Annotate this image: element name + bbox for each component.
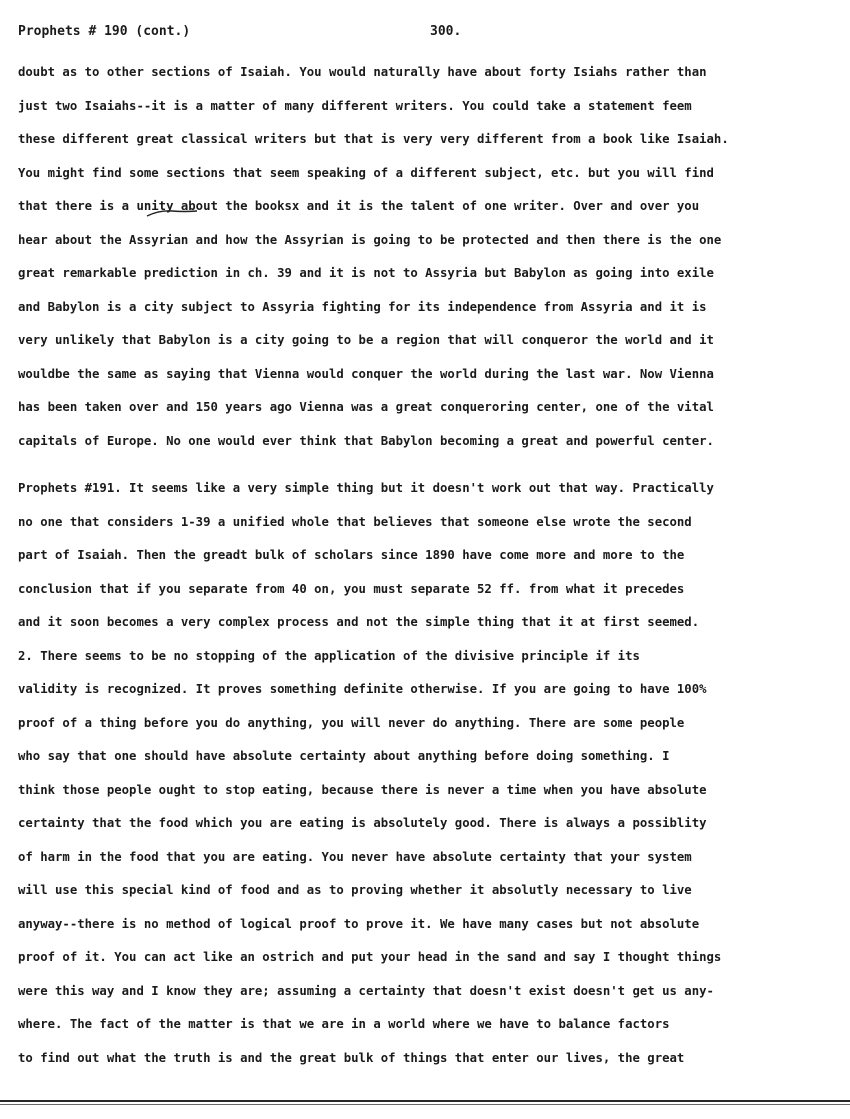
text-line: and Babylon is a city subject to Assyria fighting for its independence from Assyria and it is <box>18 299 707 314</box>
text-line: anyway--there is no method of logical proof to prove it. We have many cases but not absolute <box>18 916 700 931</box>
text-line: of harm in the food that you are eating. You never have absolute certainty that your system <box>18 849 692 864</box>
text-line: will use this special kind of food and as to proving whether it absolutly necessary to live <box>18 883 692 897</box>
document-body <box>18 56 838 1075</box>
paragraph-190-continued <box>18 56 838 458</box>
text-line: doubt as to other sections of Isaiah. You would naturally have about forty Isiahs rather than <box>18 65 707 79</box>
text-line: hear about the Assyrian and how the Assyrian is going to be protected and then there is the one <box>18 232 722 247</box>
text-line: no one that considers 1-39 a unified whole that believes that someone else wrote the second <box>18 514 692 529</box>
text-line: to find out what the truth is and the great bulk of things that enter our lives, the great <box>18 1050 685 1065</box>
text-line: validity is recognized. It proves something definite otherwise. If you are going to have 100% <box>18 682 707 696</box>
page-header <box>18 24 832 46</box>
text-line: and it soon becomes a very complex process and not the simple thing that it at first seemed. <box>18 615 700 629</box>
text-line: You might find some sections that seem speaking of a different subject, etc. but you will find <box>18 165 714 180</box>
page-bottom-edge-shadow <box>0 1104 850 1105</box>
text-line: think those people ought to stop eating, because there is never a time when you have absolute <box>18 782 707 797</box>
text-line: certainty that the food which you are eating is absolutely good. There is always a possiblity <box>18 816 707 830</box>
paragraph-gap <box>18 458 838 472</box>
paragraph-191 <box>18 472 838 640</box>
text-line: these different great classical writers but that is very very different from a book like Isaiah. <box>18 132 729 146</box>
text-line: very unlikely that Babylon is a city going to be a region that will conqueror the world and it <box>18 333 714 347</box>
paragraph-point-2 <box>18 640 838 1076</box>
document-title: Prophets # 190 (cont.) <box>18 24 191 39</box>
text-line: proof of it. You can act like an ostrich and put your head in the sand and say I thought things <box>18 950 722 964</box>
text-line: that there is a unity about the booksx and it is the talent of one writer. Over and over you <box>18 199 700 213</box>
text-line: proof of a thing before you do anything, you will never do anything. There are some people <box>18 715 685 730</box>
text-line: wouldbe the same as saying that Vienna would conquer the world during the last war. Now Vienna <box>18 366 714 381</box>
text-line: conclusion that if you separate from 40 on, you must separate 52 ff. from what it precedes <box>18 581 685 596</box>
text-line: great remarkable prediction in ch. 39 and it is not to Assyria but Babylon as going into exile <box>18 266 714 280</box>
text-line: part of Isaiah. Then the greadt bulk of scholars since 1890 have come more and more to the <box>18 548 685 562</box>
text-line: 2. There seems to be no stopping of the application of the divisive principle if its <box>18 648 640 663</box>
text-line: Prophets #191. It seems like a very simple thing but it doesn't work out that way. Practically <box>18 481 714 495</box>
page-number: 300. <box>430 24 462 39</box>
text-line: capitals of Europe. No one would ever think that Babylon becoming a great and powerful center. <box>18 433 714 448</box>
text-line: has been taken over and 150 years ago Vienna was a great conqueroring center, one of the vital <box>18 400 714 414</box>
page-bottom-edge <box>0 1100 850 1102</box>
text-line: where. The fact of the matter is that we are in a world where we have to balance factors <box>18 1017 670 1031</box>
text-line: just two Isaiahs--it is a matter of many different writers. You could take a statement feem <box>18 98 692 113</box>
text-line: who say that one should have absolute certainty about anything before doing something. I <box>18 749 670 763</box>
text-line: were this way and I know they are; assuming a certainty that doesn't exist doesn't get us any- <box>18 983 714 998</box>
handwritten-underline-mark <box>146 209 198 217</box>
